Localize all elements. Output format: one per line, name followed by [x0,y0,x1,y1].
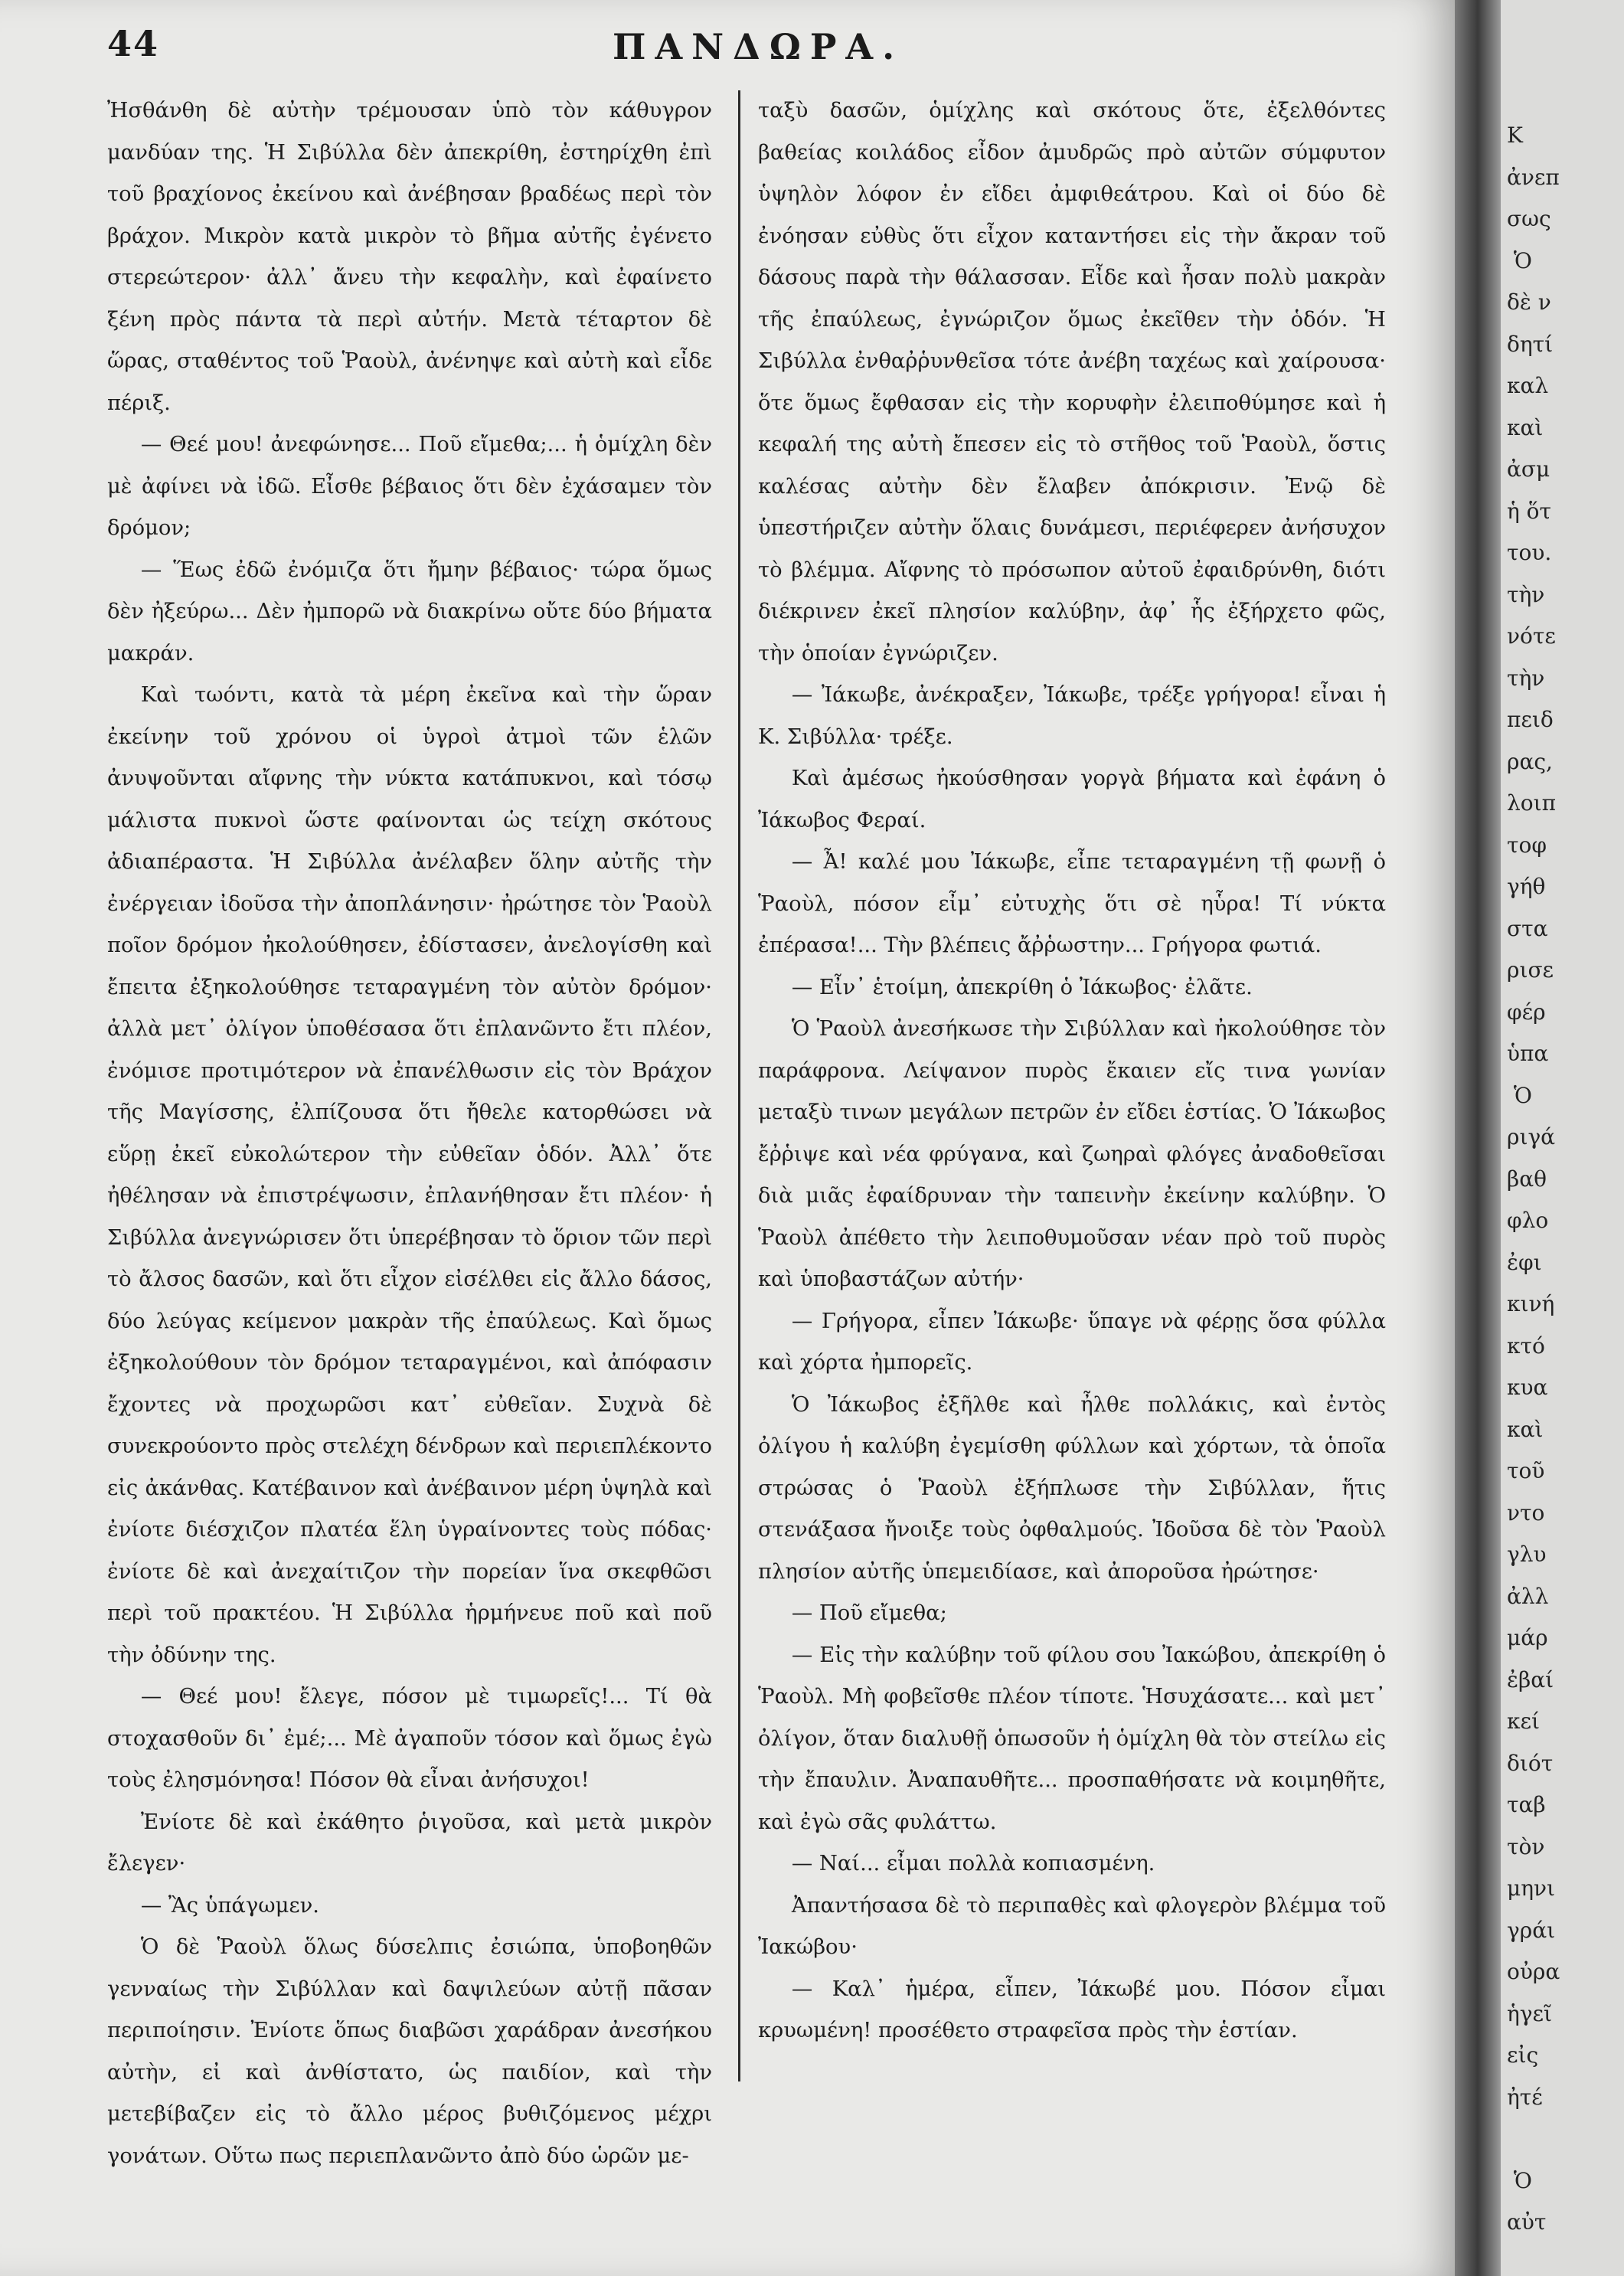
book-gutter [1455,0,1501,2276]
journal-title: ΠΑΝΔΩΡΑ. [613,26,904,67]
column-divider [738,90,740,2081]
paragraph: Ἐνίοτε δὲ καὶ ἐκάθητο ῥιγοῦσα, καὶ μετὰ μικρὸν ἔλεγεν· [107,1810,712,1875]
paragraph: — Ἂς ὑπάγωμεν. [140,1893,319,1918]
paragraph: — Ἆ! καλέ μου Ἰάκωβε, εἶπε τεταραγμένη τῇ φωνῇ ὁ Ῥαοὺλ, πόσον εἶμ᾿ εὐτυχὴς ὅτι σὲ ηὗρα! Τί νύκτα ἐπέρασα!... Τὴν βλέπεις ἄῤῥωστην... Γρήγορα φωτιά. [758,850,1386,957]
facing-page-edge [1501,0,1624,2276]
paragraph: — Θεέ μου! ἔλεγε, πόσον μὲ τιμωρεῖς!... Τί θὰ στοχασθοῦν δι᾿ ἐμέ;... Μὲ ἀγαποῦν τόσον καὶ ὅμως ἐγὼ τοὺς ἐλησμόνησα! Πόσον θὰ εἶναι ἀνήσυχοι! [107,1685,712,1792]
paragraph: — Ποῦ εἴμεθα; [791,1601,947,1625]
paragraph: — Γρήγορα, εἶπεν Ἰάκωβε· ὕπαγε νὰ φέρῃς ὅσα φύλλα καὶ χόρτα ἠμπορεῖς. [758,1309,1386,1375]
paragraph: — Εἰς τὴν καλύβην τοῦ φίλου σου Ἰακώβου, ἀπεκρίθη ὁ Ῥαοὺλ. Μὴ φοβεῖσθε πλέον τίποτε. Ἡσυχάσατε... καὶ μετ᾿ ὀλίγον, ὅταν διαλυθῇ ὁπωσοῦν ἡ ὁμίχλη θὰ τὸν στείλω εἰς τὴν ἔπαυλιν. Ἀναπαυθῆτε... προσπαθήσατε νὰ κοιμηθῆτε, καὶ ἐγὼ σᾶς φυλάττω. [758,1643,1386,1834]
paragraph: ταξὺ δασῶν, ὁμίχλης καὶ σκότους ὅτε, ἐξελθόντες βαθείας κοιλάδος εἶδον ἀμυδρῶς πρὸ αὐτῶν σύμφυτον ὑψηλὸν λόφον ἐν εἴδει ἀμφιθεάτρου. Καὶ οἱ δύο δὲ ἐνόησαν εὐθὺς ὅτι εἶχον καταντήσει εἰς τὴν ἄκραν τοῦ δάσους παρὰ τὴν θάλασσαν. Εἶδε καὶ ἦσαν πολὺ μακρὰν τῆς ἐπαύλεως, ἐγνώριζον ὅμως ἐκεῖθεν τὴν ὁδόν. Ἡ Σιβύλλα ἐνθαῤῥυνθεῖσα τότε ἀνέβη ταχέως καὶ χαίρουσα· ὅτε ὅμως ἔφθασαν εἰς τὴν κορυφὴν ἐλειποθύμησε καὶ ἡ κεφαλή της αὐτὴ ἔπεσεν εἰς τὸ στῆθος τοῦ Ῥαοὺλ, ὅστις καλέσας αὐτὴν δὲν ἔλαβεν ἀπόκρισιν. Ἐνῷ δὲ ὑπεστήριζεν αὐτὴν ὅλαις δυνάμεσι, περιέφερεν ἀνήσυχον τὸ βλέμμα. Αἴφνης τὸ πρόσωπον αὐτοῦ ἐφαιδρύνθη, διότι διέκρινεν ἐκεῖ πλησίον καλύβην, ἀφ᾿ ἧς ἐξήρχετο φῶς, τὴν ὁποίαν ἐγνώριζεν. [758,99,1386,665]
paragraph: Καὶ τωόντι, κατὰ τὰ μέρη ἐκεῖνα καὶ τὴν ὥραν ἐκείνην τοῦ χρόνου οἱ ὑγροὶ ἀτμοὶ τῶν ἑλῶν ἀνυψοῦνται αἴφνης τὴν νύκτα κατάπυκνοι, καὶ τόσῳ μάλιστα πυκνοὶ ὥστε φαίνονται ὡς τείχη σκότους ἀδιαπέραστα. Ἡ Σιβύλλα ἀνέλαβεν ὅλην αὐτῆς τὴν ἐνέργειαν ἰδοῦσα τὴν ἀποπλάνησιν· ἠρώτησε τὸν Ῥαοὺλ ποῖον δρόμον ἠκολούθησεν, ἐδίστασεν, ἀνελογίσθη καὶ ἔπειτα ἐξηκολούθησε τεταραγμένη τὸν αὐτὸν δρόμον· ἀλλὰ μετ᾿ ὀλίγον ὑποθέσασα ὅτι ἐπλανῶντο ἔτι πλέον, ἐνόμισε προτιμότερον νὰ ἐπανέλθωσιν εἰς τὸν Βράχον τῆς Μαγίσσης, ἐλπίζουσα ὅτι ἤθελε κατορθώσει νὰ εὕρῃ ἐκεῖ εὐκολώτερον τὴν εὐθεῖαν ὁδόν. Ἀλλ᾿ ὅτε ἠθέλησαν νὰ ἐπιστρέψωσιν, ἐπλανήθησαν ἔτι πλέον· ἡ Σιβύλλα ἀνεγνώρισεν ὅτι ὑπερέβησαν τὸ ὅριον τῶν περὶ τὸ ἄλσος δασῶν, καὶ ὅτι εἶχον εἰσέλθει εἰς ἄλλο δάσος, δύο λεύγας κείμενον μακρὰν τῆς ἐπαύλεως. Καὶ ὅμως ἐξηκολούθουν τὸν δρόμον τεταραγμένοι, καὶ ἀπόφασιν ἔχοντες νὰ προχωρῶσι κατ᾿ εὐθεῖαν. Συχνὰ δὲ συνεκρούοντο πρὸς στελέχη δένδρων καὶ περιεπλέκοντο εἰς ἀκάνθας. Κατέβαινον καὶ ἀνέβαινον μέρη ὑψηλὰ καὶ ἐνίοτε διέσχιζον πλατέα ἕλη ὑγραίνοντες τοὺς πόδας· ἐνίοτε δὲ καὶ ἀνεχαίτιζον τὴν πορείαν ἵνα σκεφθῶσι περὶ τοῦ πρακτέου. Ἡ Σιβύλλα ἡρμήνευε ποῦ καὶ ποῦ τὴν ὀδύνην της. [107,683,712,1667]
paragraph: Ἠσθάνθη δὲ αὐτὴν τρέμουσαν ὑπὸ τὸν κάθυγρον μανδύαν της. Ἡ Σιβύλλα δὲν ἀπεκρίθη, ἐστηρίχθη ἐπὶ τοῦ βραχίονος ἐκείνου καὶ ἀνέβησαν βραδέως περὶ τὸν βράχον. Μικρὸν κατὰ μικρὸν τὸ βῆμα αὐτῆς ἐγένετο στερεώτερον· ἀλλ᾿ ἄνευ τὴν κεφαλὴν, καὶ ἐφαίνετο ξένη πρὸς πάντα τὰ περὶ αὐτήν. Μετὰ τέταρτον δὲ ὥρας, σταθέντος τοῦ Ῥαοὺλ, ἀνένηψε καὶ αὐτὴ καὶ εἶδε πέριξ. [107,99,712,415]
paragraph: — Καλ᾿ ἡμέρα, εἶπεν, Ἰάκωβέ μου. Πόσον εἶμαι κρυωμένη! προσέθετο στραφεῖσα πρὸς τὴν ἑστίαν. [758,1977,1386,2042]
paragraph: — Θεέ μου! ἀνεφώνησε... Ποῦ εἴμεθα;... ἡ ὁμίχλη δὲν μὲ ἀφίνει νὰ ἰδῶ. Εἶσθε βέβαιος ὅτι δὲν ἐχάσαμεν τὸν δρόμον; [107,433,712,540]
left-column [107,90,712,2177]
paragraph: — Ἕως ἐδῶ ἐνόμιζα ὅτι ἤμην βέβαιος· τώρα ὅμως δὲν ἠξεύρω... Δὲν ἠμπορῶ νὰ διακρίνω οὔτε δύο βήματα μακράν. [107,558,712,665]
facing-page-text: Κ ἀνεπ σως Ὁ δὲ ν δητί καλ καὶ ἀσμ ἡ ὅτ του. τὴν νότε τὴν πειδ ρας, λοιπ τοφ γήθ στα ρισε φέρ ὑπα Ὁ ριγά βαθ φλο ἐφι κινή κτό κυα καὶ τοῦ ντο γλυ ἀλλ μάρ ἐβαί κεί διότ ταβ τὸν μηνι γράι οὐρα ἡγεῖ εἰς ἠτέ Ὁ αὐτ [1507,123,1560,2235]
paragraph: Ὁ Ἰάκωβος ἐξῆλθε καὶ ἦλθε πολλάκις, καὶ ἐντὸς ὀλίγου ἡ καλύβη ἐγεμίσθη φύλλων καὶ χόρτων, τὰ ὁποῖα στρώσας ὁ Ῥαοὺλ ἐξήπλωσε τὴν Σιβύλλαν, ἥτις στενάξασα ἤνοιξε τοὺς ὀφθαλμούς. Ἰδοῦσα δὲ τὸν Ῥαοὺλ πλησίον αὐτῆς ὑπεμειδίασε, καὶ ἀποροῦσα ἠρώτησε· [758,1392,1386,1584]
paragraph: — Εἶν᾿ ἑτοίμη, ἀπεκρίθη ὁ Ἰάκωβος· ἐλᾶτε. [791,975,1253,999]
paragraph: Ὁ δὲ Ῥαοὺλ ὅλως δύσελπις ἐσιώπα, ὑποβοηθῶν γενναίως τὴν Σιβύλλαν καὶ δαψιλεύων αὐτῇ πᾶσαν περιποίησιν. Ἐνίοτε ὅπως διαβῶσι χαράδραν ἀνεσήκου αὐτὴν, εἰ καὶ ἀνθίστατο, ὡς παιδίον, καὶ τὴν μετεβίβαζεν εἰς τὸ ἄλλο μέρος βυθιζόμενος μέχρι γονάτων. Οὕτω πως περιεπλανῶντο ἀπὸ δύο ὡρῶν με- [107,1935,712,2168]
paragraph: Ὁ Ῥαοὺλ ἀνεσήκωσε τὴν Σιβύλλαν καὶ ἠκολούθησε τὸν παράφρονα. Λείψανον πυρὸς ἔκαιεν εἴς τινα γωνίαν μεταξὺ τινων μεγάλων πετρῶν ἐν εἴδει ἑστίας. Ὁ Ἰάκωβος ἔῤῥιψε καὶ νέα φρύγανα, καὶ ζωηραὶ φλόγες ἀναδοθεῖσαι διὰ μιᾶς ἐφαίδρυναν τὴν ταπεινὴν ἐκείνην καλύβην. Ὁ Ῥαοὺλ ἀπέθετο τὴν λειποθυμοῦσαν νέαν πρὸ τοῦ πυρὸς καὶ ὑποβαστάζων αὐτήν· [758,1017,1386,1291]
page-header [107,23,1409,77]
paragraph: — Ναί... εἶμαι πολλὰ κοπιασμένη. [791,1852,1155,1875]
paragraph: Ἀπαντήσασα δὲ τὸ περιπαθὲς καὶ φλογερὸν βλέμμα τοῦ Ἰακώβου· [758,1893,1386,1959]
paragraph: Καὶ ἀμέσως ἠκούσθησαν γοργὰ βήματα καὶ ἐφάνη ὁ Ἰάκωβος Φεραί. [758,767,1386,832]
paragraph: — Ἰάκωβε, ἀνέκραξεν, Ἰάκωβε, τρέξε γρήγορα! εἶναι ἡ Κ. Σιβύλλα· τρέξε. [758,683,1386,749]
right-column [758,90,1386,2052]
page-number: 44 [107,23,160,64]
